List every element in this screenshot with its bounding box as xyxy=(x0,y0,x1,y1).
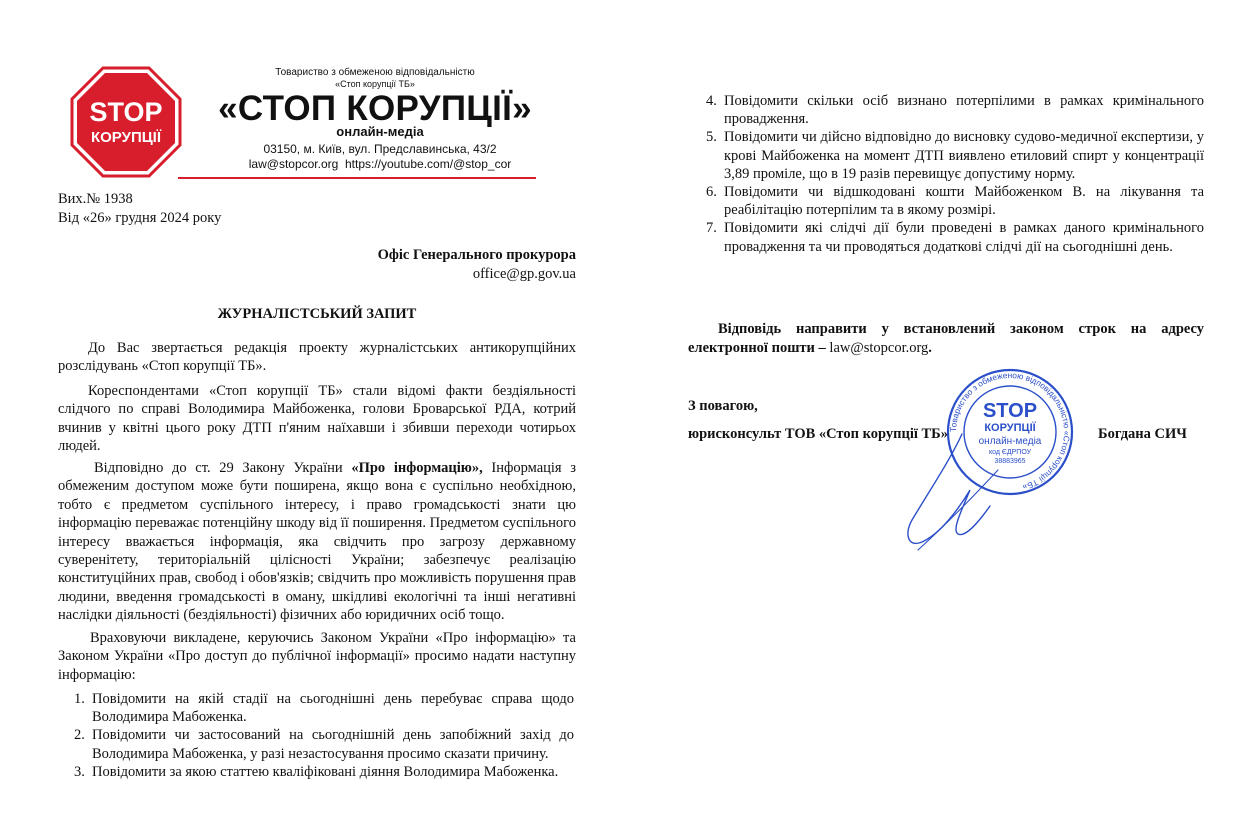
logo-korruption-text: КОРУПЦІЇ xyxy=(90,129,162,146)
list-item xyxy=(74,690,574,726)
list-item-number: 3. xyxy=(74,763,85,780)
list-item-text: Повідомити скільки осіб визнано потерпілими в рамках кримінального провадження. xyxy=(724,93,1204,128)
seal-stop-text: STOP xyxy=(982,400,1038,422)
list-item-number: 1. xyxy=(74,691,85,707)
list-item-text: Повідомити за якою статтею кваліфіковані діяння Володимира Мабоженка. xyxy=(92,763,559,780)
company-seal xyxy=(946,368,1074,496)
legal-basis-text: Інформація з обмеженим доступом може бути поширена, якщо вона є суспільно необхідною, тобто є предметом суспільного інтересу, і право громадськості знати цю інформацію переважає потенційну шкоду від її поширення. Предметом суспільного інтересу вважається інформація, яка свідчить про загрозу державному суверенітету, територіальній цілісності України; забезпечує реалізацію конституційних прав, свобод і обов'язків; свідчить про можливість порушення прав людини, введення громадськості в оману, шкідливі екологічні та інші негативні наслідки діяльності (бездіяльності) фізичних або юридичних осіб тощо. xyxy=(58,460,576,624)
reply-instruction-tail: . xyxy=(928,340,932,356)
list-item xyxy=(74,763,574,781)
reply-instruction xyxy=(688,320,1204,358)
list-item xyxy=(706,128,1204,183)
closing-regards: З повагою, xyxy=(688,398,758,414)
list-item xyxy=(706,183,1204,219)
list-item-number: 6. xyxy=(706,184,717,201)
list-item-text: Повідомити на якій стадії на сьогоднішні день перебуває справа щодо Володимира Мабоженка. xyxy=(92,691,574,726)
paragraph-intro: До Вас звертається редакція проекту журналістських антикорупційних розслідувань «Стоп корупції ТБ». xyxy=(58,340,576,375)
law-name: «Про інформацію», xyxy=(351,460,483,476)
request-list-part-2 xyxy=(706,92,1204,256)
seal-ring-text: Товариство з обмеженою відповідальністю «Стоп корупції ТБ» xyxy=(947,369,1073,493)
seal-korruption-text: КОРУПЦІЇ xyxy=(984,422,1036,434)
signer-role: юрисконсульт ТОВ «Стоп корупції ТБ» xyxy=(688,426,949,442)
list-item-number: 4. xyxy=(706,93,717,109)
recipient-name: Офіс Генерального прокурора xyxy=(377,247,576,263)
signer-name: Богдана СИЧ xyxy=(1098,426,1187,442)
list-item xyxy=(706,92,1204,128)
stop-korruption-logo xyxy=(70,66,182,178)
paragraph-request-intro: Враховуючи викладене, керуючись Законом України «Про інформацію» та Законом України «Про доступ до публічної інформації» просимо надати наступну інформацію: xyxy=(58,630,576,683)
list-item-text: Повідомити чи дійсно відповідно до висновку судово-медичної експертизи, у крові Майбоженка на момент ДТП виявлено етиловий спирт у концентрації 3,89 проміле, що в 19 разів перевищує допустиму норму. xyxy=(724,129,1204,182)
company-legal-form: Товариство з обмеженою відповідальністю xyxy=(275,67,475,78)
company-contacts xyxy=(220,157,540,172)
list-item xyxy=(706,219,1204,255)
company-address: 03150, м. Київ, вул. Предславинська, 43/2 xyxy=(263,142,497,156)
logo-stop-text: STOP xyxy=(89,97,163,127)
paragraph-facts: Кореспондентами «Стоп корупції ТБ» стали відомі факти бездіяльності слідчого по справі Володимира Майбоженка, голови Броварської РДА, котрий вчинив у квітні цього року ДТП п'яним наїхавши і збивши переходи чотирьох людей. xyxy=(58,383,576,455)
list-item-number: 5. xyxy=(706,129,717,146)
reply-email: law@stopcor.org xyxy=(829,340,929,356)
list-item-text: Повідомити які слідчі дії були проведені в рамках даного кримінального провадження та чи проводяться додаткові слідчі дії на сьогоднішні день. xyxy=(724,220,1204,255)
seal-subtitle-text: онлайн-медіа xyxy=(978,436,1042,447)
company-email: law@stopcor.org xyxy=(248,157,339,171)
list-item-number: 7. xyxy=(706,220,717,237)
document-heading: ЖУРНАЛІСТСЬКИЙ ЗАПИТ xyxy=(217,306,417,322)
legal-basis-lead: Відповідно до ст. 29 Закону України xyxy=(94,460,352,476)
company-short-name: «Стоп корупції ТБ» xyxy=(335,79,415,89)
paragraph-legal-basis xyxy=(58,459,576,625)
brand-title: «СТОП КОРУПЦІЇ» xyxy=(218,89,532,128)
brand-subtitle: онлайн-медіа xyxy=(336,124,424,139)
list-item-text: Повідомити чи відшкодовані кошти Майбоженком В. на лікування та реабілітацію потерпілим та в якому розмірі. xyxy=(724,184,1204,219)
seal-code-label: код ЄДРПОУ xyxy=(988,449,1032,456)
list-item xyxy=(74,726,574,762)
list-item-number: 2. xyxy=(74,727,85,744)
company-youtube-link: https://youtube.com/@stop_cor xyxy=(344,157,512,171)
list-item-text: Повідомити чи застосований на сьогоднішній день запобіжний захід до Володимира Мабоженка, у разі незастосування просимо сказати причину. xyxy=(92,727,574,762)
request-list-part-1 xyxy=(74,690,574,781)
recipient-email: office@gp.gov.ua xyxy=(472,266,576,282)
seal-code-value: 38883965 xyxy=(994,458,1026,465)
reply-instruction-text: Відповідь направити у встановлений законом строк на адресу електронної пошти – xyxy=(688,321,1204,356)
document-date: Від «26» грудня 2024 року xyxy=(58,210,222,226)
outgoing-number: Вих.№ 1938 xyxy=(58,191,133,207)
letterhead-divider xyxy=(178,177,536,179)
